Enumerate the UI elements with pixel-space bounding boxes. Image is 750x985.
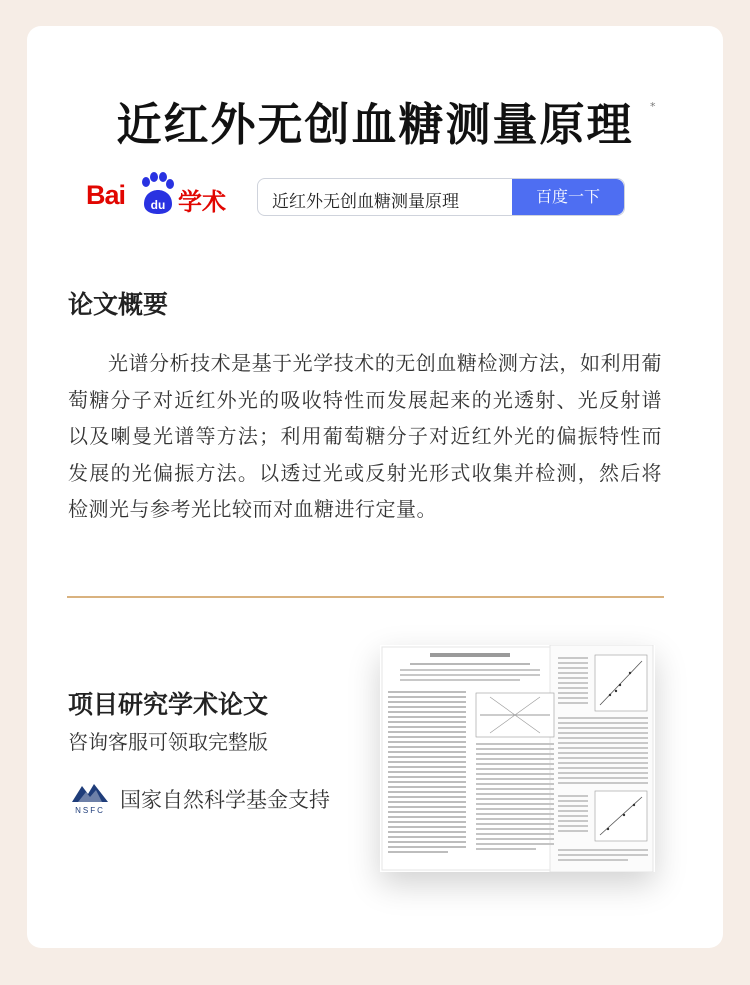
baidu-xueshu-logo[interactable] (86, 172, 236, 220)
title-mark: * (650, 100, 656, 113)
logo-du-text: du (150, 198, 166, 212)
search-button[interactable]: 百度一下 (512, 179, 624, 215)
section-divider (67, 596, 664, 598)
paper-preview-graphic (380, 645, 655, 872)
logo-xueshu-text: 学术 (178, 188, 226, 216)
nsfc-support-text: 国家自然科学基金支持 (120, 788, 330, 812)
summary-body: 光谱分析技术是基于光学技术的无创血糖检测方法，如利用葡萄糖分子对近红外光的吸收特性而发展起来的光透射、光反射谱以及喇曼光谱等方法；利用葡萄糖分子对近红外光的偏振特性而发展的光偏振方法。以透过光或反射光形式收集并检测，然后将检测光与参考光比较而对血糖进行定量。 (68, 351, 662, 521)
baidu-paw-icon (138, 172, 176, 216)
search-bar (257, 178, 625, 216)
logo-bai-text: Bai (86, 180, 126, 210)
page-title: 近红外无创血糖测量原理 (116, 98, 634, 151)
project-subtitle: 咨询客服可领取完整版 (68, 730, 268, 754)
search-input[interactable]: 近红外无创血糖测量原理 (272, 192, 459, 212)
project-title: 项目研究学术论文 (68, 690, 269, 719)
paper-preview-image (380, 645, 655, 872)
summary-heading: 论文概要 (68, 290, 169, 319)
nsfc-logo-icon (68, 780, 112, 816)
nsfc-caption: NSFC (75, 806, 105, 815)
